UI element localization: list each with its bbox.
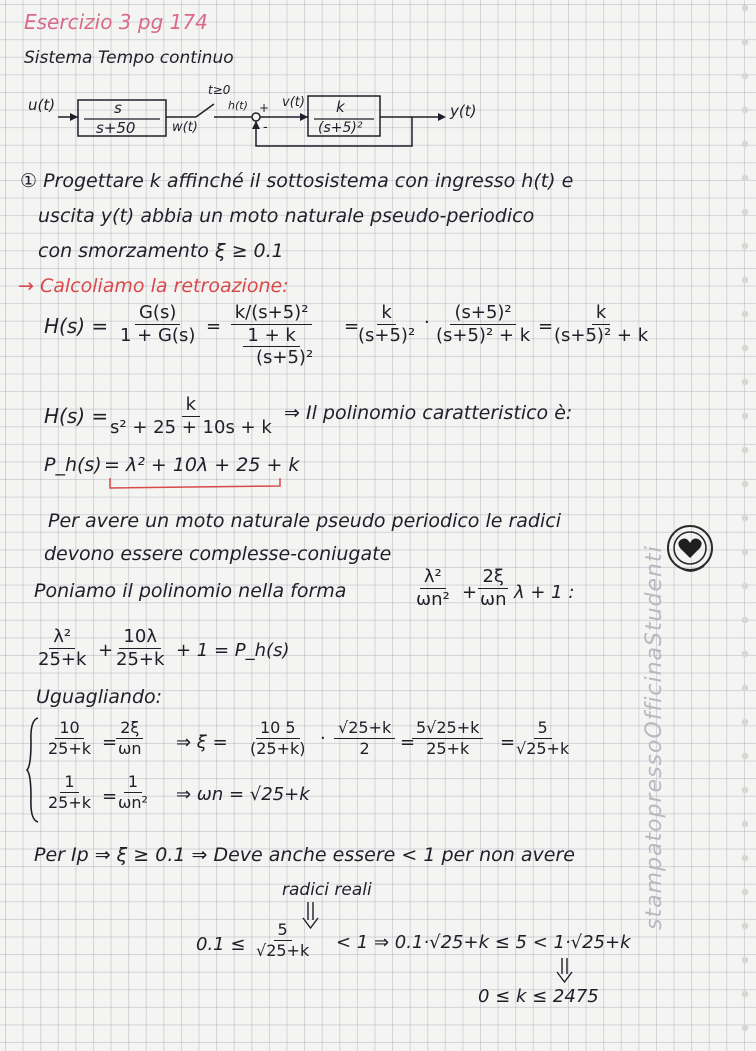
- sys1-ff-den: √25+k: [516, 738, 570, 758]
- hs-frac1: [116, 304, 199, 346]
- sys1-fb-num: 2ξ: [116, 720, 143, 739]
- uguagliando-label: Uguagliando:: [36, 686, 163, 708]
- hs-eq1: =: [206, 316, 222, 337]
- hs2-lhs: H(s) =: [44, 404, 109, 428]
- hs-frac4-num: (s+5)²: [450, 304, 515, 325]
- system-brace: [26, 716, 40, 824]
- per-ip-line: Per Ip ⇒ ξ ≥ 0.1 ⇒ Deve anche essere < 1 per non avere: [34, 844, 575, 866]
- sys2-fa-den: 25+k: [48, 792, 92, 812]
- watermark: stampatopressoOfficinaStudenti: [642, 545, 667, 930]
- block1-numerator: s: [114, 99, 122, 117]
- w-label: w(t): [172, 120, 198, 135]
- hs-frac3-num: k: [377, 304, 395, 325]
- hs-frac5-num: k: [592, 304, 610, 325]
- switch: [196, 104, 214, 117]
- poniamo-fb-den: ωn: [480, 588, 507, 610]
- poniamo-fb-num: 2ξ: [478, 568, 508, 589]
- exercise-title: Esercizio 3 pg 174: [24, 10, 208, 34]
- char-poly-text: ⇒ Il polinomio caratteristico è:: [284, 402, 573, 424]
- plus-sign: +: [259, 101, 270, 115]
- sys2-fa-num: 1: [60, 774, 78, 793]
- sys1-frac-d: [334, 720, 395, 758]
- sys1-frac-b: [114, 720, 146, 758]
- hs2-den: s² + 25 + 10s + k: [110, 416, 272, 438]
- norm-fb-num: 10λ: [119, 628, 161, 649]
- poniamo-text: Poniamo il polinomio nella forma: [34, 580, 347, 602]
- hs-frac1-num: G(s): [135, 304, 180, 325]
- result: 0 ≤ k ≤ 2475: [478, 986, 599, 1007]
- norm-plus: +: [98, 640, 114, 661]
- hs-eq3: =: [538, 316, 554, 337]
- sys1-eq: =: [102, 732, 118, 753]
- sys2-rhs: ⇒ ωn = √25+k: [176, 784, 310, 805]
- sys2-fb-den: ωn²: [118, 792, 148, 812]
- poniamo-fa-den: ωn²: [416, 588, 450, 610]
- ineq-rest: < 1 ⇒ 0.1·√25+k ≤ 5 < 1·√25+k: [336, 932, 631, 953]
- hs-frac4-den: (s+5)² + k: [436, 324, 531, 346]
- sys1-frac-f: [512, 720, 573, 758]
- norm-frac-b: [112, 628, 168, 670]
- sys1-fb-den: ωn: [118, 738, 142, 758]
- sys1-eq3: =: [500, 732, 516, 753]
- sys1-fd-den: 2: [359, 738, 370, 758]
- hs-dot: ·: [424, 312, 430, 333]
- hs-frac1-den: 1 + G(s): [120, 324, 196, 346]
- sys2-frac-a: [44, 774, 95, 812]
- sys1-frac-e: [412, 720, 483, 758]
- norm-fb-den: 25+k: [116, 648, 165, 670]
- ph-brace: [108, 476, 284, 494]
- block1-denominator: s+50: [96, 119, 136, 137]
- hs-frac3: [354, 304, 419, 346]
- norm-frac-a: [34, 628, 90, 670]
- poniamo-frac-b: [476, 568, 510, 610]
- hs2-num: k: [182, 396, 200, 417]
- hs-frac2: [226, 304, 317, 368]
- sys1-eq2: =: [400, 732, 416, 753]
- ineq-frac-den: √25+k: [256, 940, 310, 960]
- norm-fa-den: 25+k: [38, 648, 87, 670]
- hs-frac2-den-bot: (s+5)²: [256, 346, 314, 368]
- hs-frac5: [550, 304, 652, 346]
- block2-denominator: (s+5)²: [318, 120, 363, 136]
- sys2-frac-b: [114, 774, 152, 812]
- point1-line1: ① Progettare k affinché il sottosistema con ingresso h(t) e: [20, 170, 574, 192]
- sys2-eq: =: [102, 786, 118, 807]
- sys1-fa-den: 25+k: [48, 738, 92, 758]
- poniamo-frac-a: [412, 568, 454, 610]
- sys2-fb-num: 1: [124, 774, 142, 793]
- sys1-fd-num: √25+k: [334, 720, 395, 739]
- minus-sign: -: [263, 120, 268, 135]
- poniamo-plus: +: [462, 582, 478, 603]
- heart-logo-icon: [664, 522, 716, 578]
- hs-frac2-num: k/(s+5)²: [231, 304, 313, 325]
- hs-frac5-den: (s+5)² + k: [554, 324, 649, 346]
- down-arrow-2: [554, 956, 576, 984]
- sys1-frac-a: [44, 720, 95, 758]
- sys1-frac-c: [246, 720, 310, 758]
- sys1-fc-den: (25+k): [250, 738, 306, 758]
- hs-frac3-den: (s+5)²: [358, 324, 416, 346]
- calc-heading: → Calcoliamo la retroazione:: [18, 275, 289, 297]
- hs-frac4: [432, 304, 534, 346]
- h-label: h(t): [228, 99, 248, 112]
- sys1-fc-num: 10 5: [256, 720, 300, 739]
- pseudo-line1: Per avere un moto naturale pseudo periodico le radici: [48, 510, 561, 532]
- sys1-fa-num: 10: [55, 720, 83, 739]
- point1-line2: uscita y(t) abbia un moto naturale pseudo-periodico: [38, 205, 535, 227]
- ineq-left: 0.1 ≤: [196, 934, 246, 955]
- hs-lhs: H(s) =: [44, 314, 109, 338]
- sys1-dot: ·: [320, 728, 326, 749]
- poniamo-tail: λ + 1 :: [514, 582, 575, 603]
- hs2-frac: [106, 396, 276, 438]
- sys1-ff-num: 5: [534, 720, 552, 739]
- output-label: y(t): [450, 102, 477, 120]
- v-label: v(t): [282, 95, 305, 110]
- point1-line3: con smorzamento ξ ≥ 0.1: [38, 240, 284, 262]
- sys1-fe-num: 5√25+k: [412, 720, 483, 739]
- hs-eq2: =: [344, 316, 360, 337]
- pseudo-line2: devono essere complesse-coniugate: [44, 543, 392, 565]
- norm-tail: + 1 = P_h(s): [176, 640, 290, 661]
- ph-lhs: P_h(s): [44, 454, 102, 476]
- ph-rhs: = λ² + 10λ + 25 + k: [104, 454, 300, 476]
- input-label: u(t): [28, 96, 56, 114]
- ineq-frac-num: 5: [274, 922, 292, 941]
- ineq-frac: [252, 922, 313, 960]
- block2-numerator: k: [336, 98, 345, 116]
- system-subtitle: Sistema Tempo continuo: [24, 48, 234, 68]
- poniamo-fa-num: λ²: [420, 568, 446, 589]
- switch-label: t≥0: [208, 83, 231, 97]
- radici-reali: radici reali: [282, 880, 372, 900]
- norm-fa-num: λ²: [49, 628, 75, 649]
- sys1-fe-den: 25+k: [426, 738, 470, 758]
- hs-frac2-den-top: 1 + k: [243, 325, 299, 347]
- sys1-arrow: ⇒ ξ =: [176, 732, 228, 753]
